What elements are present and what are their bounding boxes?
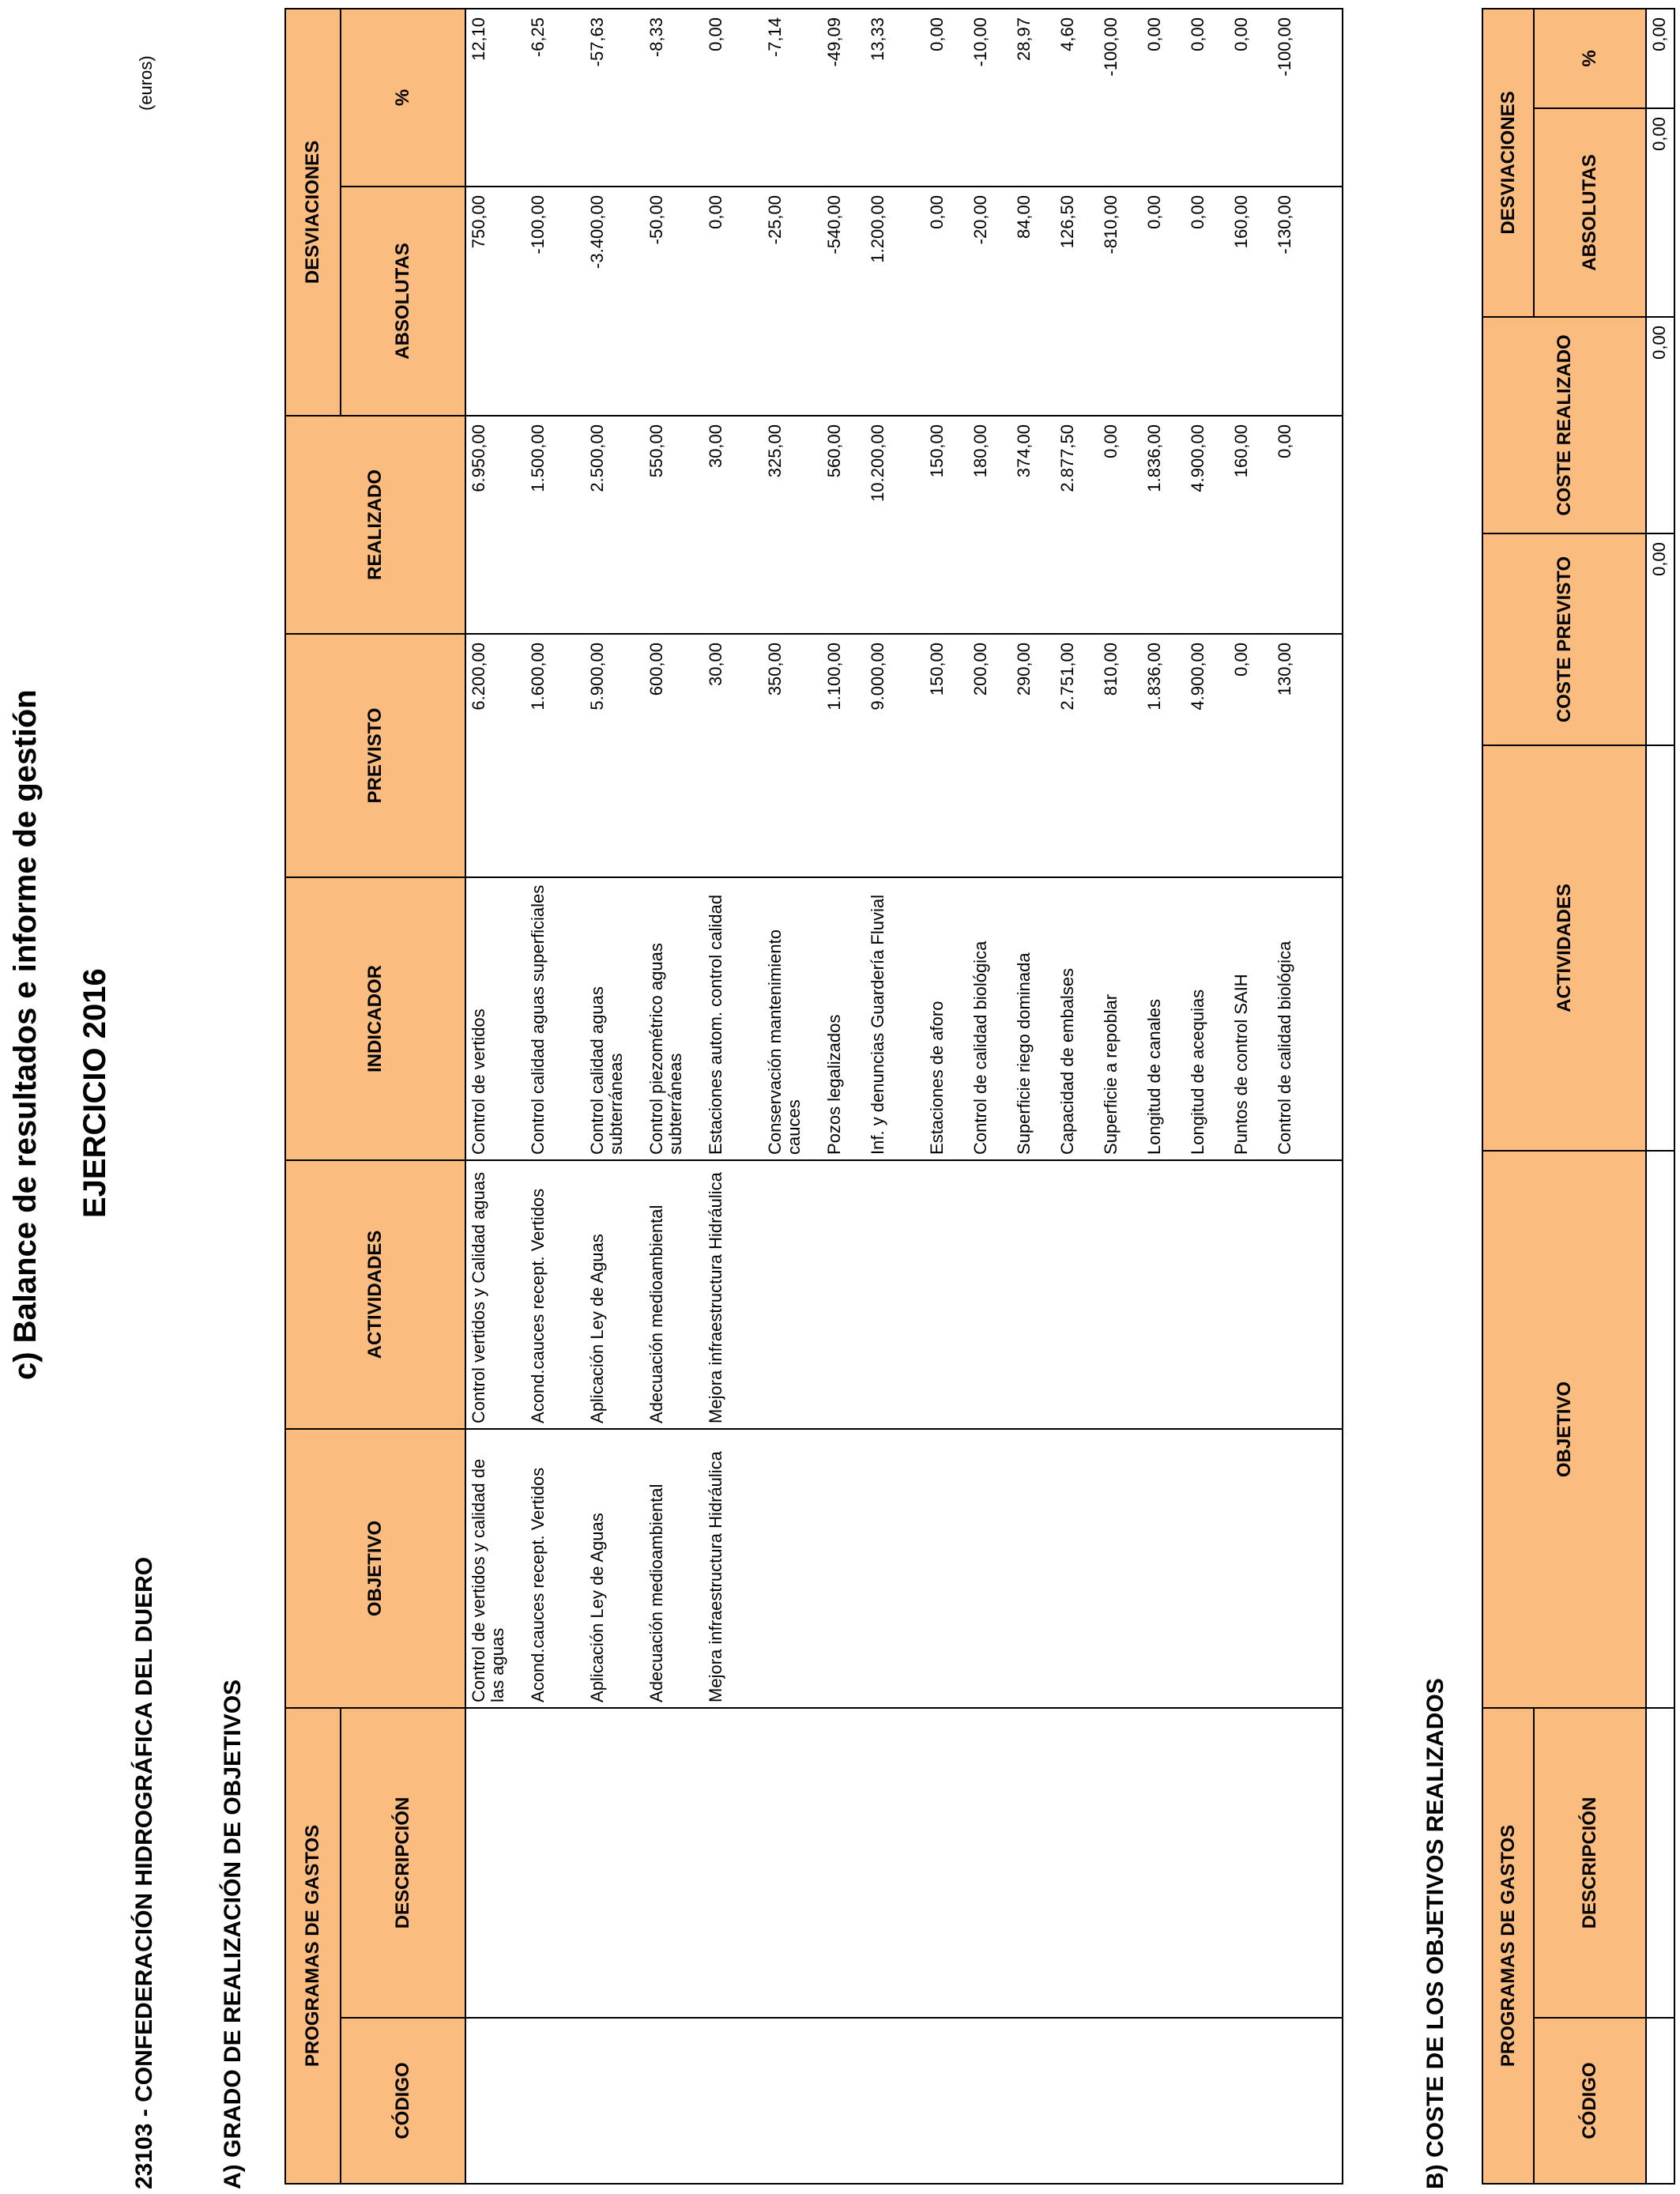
porcentaje-value: -10,00 bbox=[970, 17, 990, 67]
actividades-column bbox=[465, 1160, 1343, 1429]
objetivo-header: OBJETIVO bbox=[285, 1429, 465, 1708]
section-a-title: A) GRADO DE REALIZACIÓN DE OBJETIVOS bbox=[220, 1679, 246, 2189]
indicador-item: Conservación mantenimiento cauces bbox=[765, 929, 804, 1155]
realizado-value: 0,00 bbox=[1101, 424, 1121, 458]
b-porcentaje-header: % bbox=[1534, 9, 1646, 108]
codigo-header: CÓDIGO bbox=[341, 2018, 465, 2184]
b-actividades-cell bbox=[1646, 745, 1674, 1151]
porcentaje-value: -100,00 bbox=[1101, 17, 1121, 77]
b-objetivo-cell bbox=[1646, 1151, 1674, 1708]
indicador-item: Puntos de control SAIH bbox=[1231, 974, 1251, 1155]
indicador-item: Control calidad aguas superficiales bbox=[528, 884, 548, 1155]
costs-table bbox=[1482, 8, 1675, 2185]
porcentaje-value: 12,10 bbox=[469, 17, 488, 62]
porcentaje-value: 0,00 bbox=[706, 17, 725, 51]
b-coste-previsto-cell bbox=[1646, 533, 1674, 745]
realizado-value: 560,00 bbox=[824, 424, 844, 478]
realizado-header: REALIZADO bbox=[285, 416, 465, 634]
descripcion-cell bbox=[465, 1708, 1343, 2018]
b-desviaciones-header: DESVIACIONES bbox=[1482, 9, 1534, 317]
desviaciones-header: DESVIACIONES bbox=[285, 9, 341, 416]
realizado-value: 160,00 bbox=[1231, 424, 1251, 478]
porcentaje-column bbox=[465, 9, 1343, 187]
b-coste-previsto-header: COSTE PREVISTO bbox=[1482, 533, 1646, 745]
previsto-header: PREVISTO bbox=[285, 634, 465, 877]
objetivo-item: Aplicación Ley de Aguas bbox=[587, 1513, 607, 1702]
realizado-value: 150,00 bbox=[927, 424, 947, 478]
indicador-item: Control piezométrico aguas subterráneas bbox=[646, 943, 685, 1155]
objectives-table bbox=[284, 8, 1343, 2185]
previsto-value: 0,00 bbox=[1231, 642, 1251, 677]
absolutas-value: 750,00 bbox=[469, 194, 488, 249]
actividades-header: ACTIVIDADES bbox=[285, 1160, 465, 1429]
previsto-value: 5.900,00 bbox=[587, 642, 607, 711]
objetivo-item: Acond.cauces recept. Vertidos bbox=[528, 1467, 548, 1702]
absolutas-value: -50,00 bbox=[646, 194, 666, 245]
objetivo-item: Mejora infraestructura Hidráulica bbox=[706, 1451, 725, 1702]
actividad-item: Control vertidos y Calidad aguas bbox=[469, 1172, 488, 1423]
realizado-value: 1.500,00 bbox=[528, 424, 548, 492]
absolutas-value: 160,00 bbox=[1231, 194, 1251, 249]
page-title: c) Balance de resultados e informe de gestión bbox=[8, 689, 43, 1380]
indicador-item: Control de vertidos bbox=[469, 1008, 488, 1155]
b-coste-realizado-value: 0,00 bbox=[1649, 325, 1669, 360]
realizado-value: 1.836,00 bbox=[1144, 424, 1164, 492]
previsto-value: 130,00 bbox=[1275, 642, 1294, 696]
indicador-column bbox=[465, 877, 1343, 1160]
porcentaje-value: 13,33 bbox=[868, 17, 887, 62]
realizado-value: 0,00 bbox=[1275, 424, 1294, 458]
b-coste-previsto-value: 0,00 bbox=[1649, 541, 1669, 576]
previsto-value: 810,00 bbox=[1101, 642, 1121, 696]
previsto-value: 600,00 bbox=[646, 642, 666, 696]
previsto-value: 200,00 bbox=[970, 642, 990, 696]
b-porcentaje-value: 0,00 bbox=[1649, 17, 1669, 51]
absolutas-value: -20,00 bbox=[970, 194, 990, 245]
porcentaje-value: -8,33 bbox=[646, 17, 666, 58]
porcentaje-header: % bbox=[341, 9, 465, 187]
programas-header: PROGRAMAS DE GASTOS bbox=[285, 1708, 341, 2184]
porcentaje-value: 28,97 bbox=[1014, 17, 1034, 62]
indicador-item: Control de calidad biológica bbox=[1275, 941, 1294, 1155]
absolutas-header: ABSOLUTAS bbox=[341, 187, 465, 416]
porcentaje-value: 0,00 bbox=[1188, 17, 1207, 51]
absolutas-value: 1.200,00 bbox=[868, 194, 887, 263]
realizado-value: 2.877,50 bbox=[1057, 424, 1077, 492]
actividad-item: Adecuación medioambiental bbox=[646, 1204, 666, 1423]
indicador-header: INDICADOR bbox=[285, 877, 465, 1160]
realizado-value: 2.500,00 bbox=[587, 424, 607, 492]
realizado-value: 374,00 bbox=[1014, 424, 1034, 478]
porcentaje-value: -100,00 bbox=[1275, 17, 1294, 77]
indicador-item: Estaciones de aforo bbox=[927, 1001, 947, 1155]
objetivo-item: Adecuación medioambiental bbox=[646, 1483, 666, 1702]
indicador-item: Pozos legalizados bbox=[824, 1014, 844, 1155]
previsto-value: 350,00 bbox=[765, 642, 785, 696]
indicador-item: Longitud de acequias bbox=[1188, 989, 1207, 1155]
b-absolutas-header: ABSOLUTAS bbox=[1534, 108, 1646, 317]
actividad-item: Mejora infraestructura Hidráulica bbox=[706, 1172, 725, 1423]
indicador-item: Estaciones autom. control calidad bbox=[706, 895, 725, 1155]
indicador-item: Capacidad de embalses bbox=[1057, 967, 1077, 1155]
b-codigo-cell bbox=[1646, 2018, 1674, 2184]
realizado-value: 325,00 bbox=[765, 424, 785, 478]
porcentaje-value: -49,09 bbox=[824, 17, 844, 67]
actividad-item: Acond.cauces recept. Vertidos bbox=[528, 1188, 548, 1423]
absolutas-value: -25,00 bbox=[765, 194, 785, 245]
absolutas-value: -130,00 bbox=[1275, 194, 1294, 254]
b-programas-header: PROGRAMAS DE GASTOS bbox=[1482, 1708, 1534, 2184]
absolutas-value: -100,00 bbox=[528, 194, 548, 254]
b-objetivo-header: OBJETIVO bbox=[1482, 1151, 1646, 1708]
absolutas-column bbox=[465, 187, 1343, 416]
absolutas-value: 126,50 bbox=[1057, 194, 1077, 249]
porcentaje-value: 0,00 bbox=[1144, 17, 1164, 51]
actividad-item: Aplicación Ley de Aguas bbox=[587, 1234, 607, 1423]
realizado-value: 550,00 bbox=[646, 424, 666, 478]
indicador-item: Control de calidad biológica bbox=[970, 941, 990, 1155]
previsto-value: 30,00 bbox=[706, 642, 725, 687]
previsto-value: 9.000,00 bbox=[868, 642, 887, 711]
b-porcentaje-cell bbox=[1646, 9, 1674, 108]
realizado-value: 6.950,00 bbox=[469, 424, 488, 492]
absolutas-value: 84,00 bbox=[1014, 194, 1034, 239]
previsto-value: 1.836,00 bbox=[1144, 642, 1164, 711]
absolutas-value: 0,00 bbox=[927, 194, 947, 229]
b-descripcion-cell bbox=[1646, 1708, 1674, 2018]
previsto-value: 150,00 bbox=[927, 642, 947, 696]
indicador-item: Longitud de canales bbox=[1144, 999, 1164, 1155]
porcentaje-value: -6,25 bbox=[528, 17, 548, 58]
porcentaje-value: -57,63 bbox=[587, 17, 607, 67]
previsto-value: 1.600,00 bbox=[528, 642, 548, 711]
b-coste-realizado-header: COSTE REALIZADO bbox=[1482, 317, 1646, 533]
previsto-value: 2.751,00 bbox=[1057, 642, 1077, 711]
b-absolutas-cell bbox=[1646, 108, 1674, 317]
absolutas-value: 0,00 bbox=[706, 194, 725, 229]
porcentaje-value: -7,14 bbox=[765, 17, 785, 58]
absolutas-value: 0,00 bbox=[1188, 194, 1207, 229]
absolutas-value: 0,00 bbox=[1144, 194, 1164, 229]
objetivo-item: Control de vertidos y calidad de las aguas bbox=[469, 1458, 507, 1702]
previsto-value: 4.900,00 bbox=[1188, 642, 1207, 711]
indicador-item: Control calidad aguas subterráneas bbox=[587, 986, 626, 1155]
exercise-year: EJERCICIO 2016 bbox=[77, 968, 112, 1218]
realizado-value: 30,00 bbox=[706, 424, 725, 469]
previsto-value: 290,00 bbox=[1014, 642, 1034, 696]
porcentaje-value: 4,60 bbox=[1057, 17, 1077, 51]
codigo-cell bbox=[465, 2018, 1343, 2184]
absolutas-value: -3.400,00 bbox=[587, 194, 607, 269]
absolutas-value: -540,00 bbox=[824, 194, 844, 254]
porcentaje-value: 0,00 bbox=[1231, 17, 1251, 51]
realizado-column bbox=[465, 416, 1343, 634]
previsto-column bbox=[465, 634, 1343, 877]
b-actividades-header: ACTIVIDADES bbox=[1482, 745, 1646, 1151]
section-b-title: B) COSTE DE LOS OBJETIVOS REALIZADOS bbox=[1422, 1678, 1448, 2189]
b-absolutas-value: 0,00 bbox=[1649, 116, 1669, 151]
descripcion-header: DESCRIPCIÓN bbox=[341, 1708, 465, 2018]
absolutas-value: -810,00 bbox=[1101, 194, 1121, 254]
realizado-value: 10.200,00 bbox=[868, 424, 887, 502]
b-codigo-header: CÓDIGO bbox=[1534, 2018, 1646, 2184]
units-label: (euros) bbox=[136, 55, 156, 111]
indicador-item: Superficie a repoblar bbox=[1101, 993, 1121, 1155]
b-descripcion-header: DESCRIPCIÓN bbox=[1534, 1708, 1646, 2018]
previsto-value: 1.100,00 bbox=[824, 642, 844, 711]
objetivo-column bbox=[465, 1429, 1343, 1708]
porcentaje-value: 0,00 bbox=[927, 17, 947, 51]
realizado-value: 180,00 bbox=[970, 424, 990, 478]
realizado-value: 4.900,00 bbox=[1188, 424, 1207, 492]
indicador-item: Inf. y denuncias Guardería Fluvial bbox=[868, 895, 887, 1155]
entity-name: 23103 - CONFEDERACIÓN HIDROGRÁFICA DEL DUERO bbox=[131, 1556, 157, 2189]
previsto-value: 6.200,00 bbox=[469, 642, 488, 711]
indicador-item: Superficie riego dominada bbox=[1014, 952, 1034, 1155]
b-coste-realizado-cell bbox=[1646, 317, 1674, 533]
